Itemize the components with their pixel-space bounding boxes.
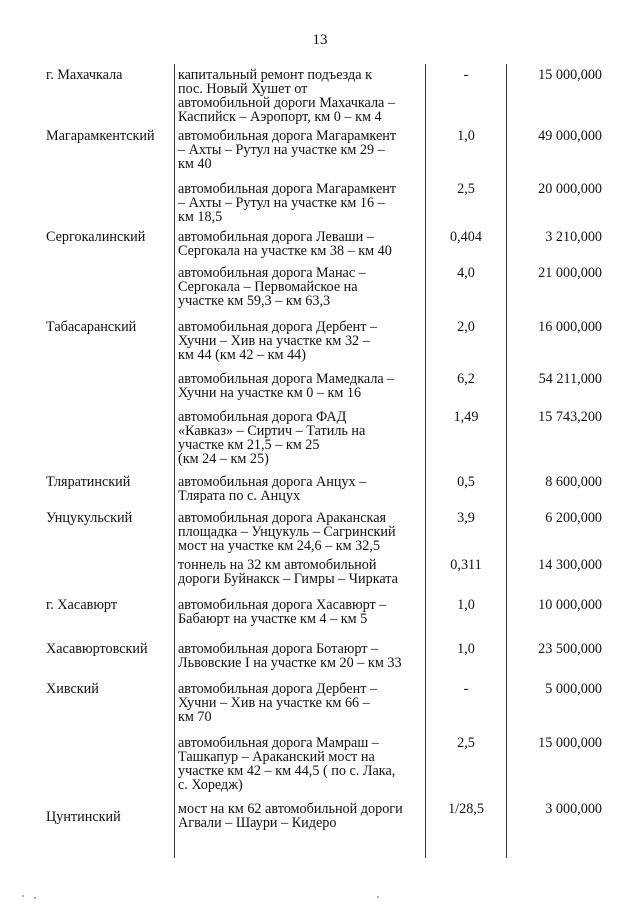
district-cell: Магарамкентский [46, 128, 155, 144]
road-description-cell: автомобильная дорога Хасавюрт – Бабаюрт на участке км 4 – км 5 [178, 597, 387, 627]
amount-cell: 8 600,000 [545, 474, 602, 490]
road-description-cell: автомобильная дорога Мамраш – Ташкапур – Араканский мост на участке км 42 – км 44,5 ( по с. Лака, с. Хоредж) [178, 735, 396, 793]
road-description-cell: автомобильная дорога Магарамкент – Ахты – Рутул на участке км 29 – км 40 [178, 128, 397, 172]
length-cell: 1,0 [457, 597, 475, 613]
district-cell: Цунтинский [46, 809, 121, 825]
length-cell: 3,9 [457, 510, 475, 526]
district-cell: Хивский [46, 681, 99, 697]
scan-speck [22, 895, 24, 897]
scan-speck [377, 896, 379, 898]
road-description-cell: автомобильная дорога Араканская площадка – Унцукуль – Сагринский мост на участке км 24,6 – км 32,5 [178, 510, 396, 554]
length-cell: 2,5 [457, 735, 475, 751]
scan-speck [34, 897, 36, 899]
column-divider [174, 64, 175, 858]
length-cell: 2,0 [457, 319, 475, 335]
amount-cell: 21 000,000 [538, 265, 602, 281]
length-cell: 4,0 [457, 265, 475, 281]
district-cell: Тляратинский [46, 474, 131, 490]
road-description-cell: автомобильная дорога Дербент – Хучни – Хив на участке км 32 – км 44 (км 42 – км 44) [178, 319, 378, 363]
amount-cell: 23 500,000 [538, 641, 602, 657]
district-cell: Хасавюртовский [46, 641, 148, 657]
length-cell: 6,2 [457, 371, 475, 387]
length-cell: 1,0 [457, 641, 475, 657]
road-description-cell: автомобильная дорога ФАД «Кавказ» – Сиртич – Татиль на участке км 21,5 – км 25 (км 24 – км 25) [178, 409, 366, 467]
amount-cell: 16 000,000 [538, 319, 602, 335]
district-cell: Сергокалинский [46, 229, 146, 245]
amount-cell: 15 743,200 [538, 409, 602, 425]
road-description-cell: автомобильная дорога Мамедкала – Хучни на участке км 0 – км 16 [178, 371, 395, 401]
amount-cell: 15 000,000 [538, 735, 602, 751]
amount-cell: 15 000,000 [538, 67, 602, 83]
road-description-cell: тоннель на 32 км автомобильной дороги Буйнакск – Гимры – Чирката [178, 557, 398, 587]
amount-cell: 20 000,000 [538, 181, 602, 197]
length-cell: 0,311 [450, 557, 482, 573]
road-description-cell: мост на км 62 автомобильной дороги Агвали – Шаури – Кидеро [178, 801, 403, 831]
length-cell: 0,5 [457, 474, 475, 490]
amount-cell: 14 300,000 [538, 557, 602, 573]
length-cell: - [463, 681, 469, 697]
length-cell: 2,5 [457, 181, 475, 197]
road-description-cell: автомобильная дорога Магарамкент – Ахты – Рутул на участке км 16 – км 18,5 [178, 181, 397, 225]
district-cell: Унцукульский [46, 510, 133, 526]
road-description-cell: автомобильная дорога Леваши – Сергокала на участке км 38 – км 40 [178, 229, 392, 259]
road-description-cell: автомобильная дорога Ботаюрт – Львовские I на участке км 20 – км 33 [178, 641, 402, 671]
page-number: 13 [312, 32, 328, 48]
district-cell: Табасаранский [46, 319, 137, 335]
length-cell: 1,49 [453, 409, 479, 425]
length-cell: 1/28,5 [448, 801, 484, 817]
amount-cell: 3 000,000 [545, 801, 602, 817]
column-divider [506, 64, 507, 858]
amount-cell: 6 200,000 [545, 510, 602, 526]
road-description-cell: автомобильная дорога Дербент – Хучни – Хив на участке км 66 – км 70 [178, 681, 378, 725]
length-cell: 1,0 [457, 128, 475, 144]
road-description-cell: капитальный ремонт подъезда к пос. Новый Хушет от автомобильной дороги Махачкала – Каспийск – Аэропорт, км 0 – км 4 [178, 67, 395, 125]
amount-cell: 49 000,000 [538, 128, 602, 144]
amount-cell: 5 000,000 [545, 681, 602, 697]
length-cell: - [463, 67, 469, 83]
length-cell: 0,404 [450, 229, 482, 245]
amount-cell: 10 000,000 [538, 597, 602, 613]
column-divider [425, 64, 426, 858]
district-cell: г. Хасавюрт [46, 597, 118, 613]
amount-cell: 3 210,000 [545, 229, 602, 245]
amount-cell: 54 211,000 [538, 371, 602, 387]
road-description-cell: автомобильная дорога Манас – Сергокала – Первомайское на участке км 59,3 – км 63,3 [178, 265, 366, 309]
road-description-cell: автомобильная дорога Анцух – Тлярата по с. Анцух [178, 474, 367, 504]
district-cell: г. Махачкала [46, 67, 123, 83]
